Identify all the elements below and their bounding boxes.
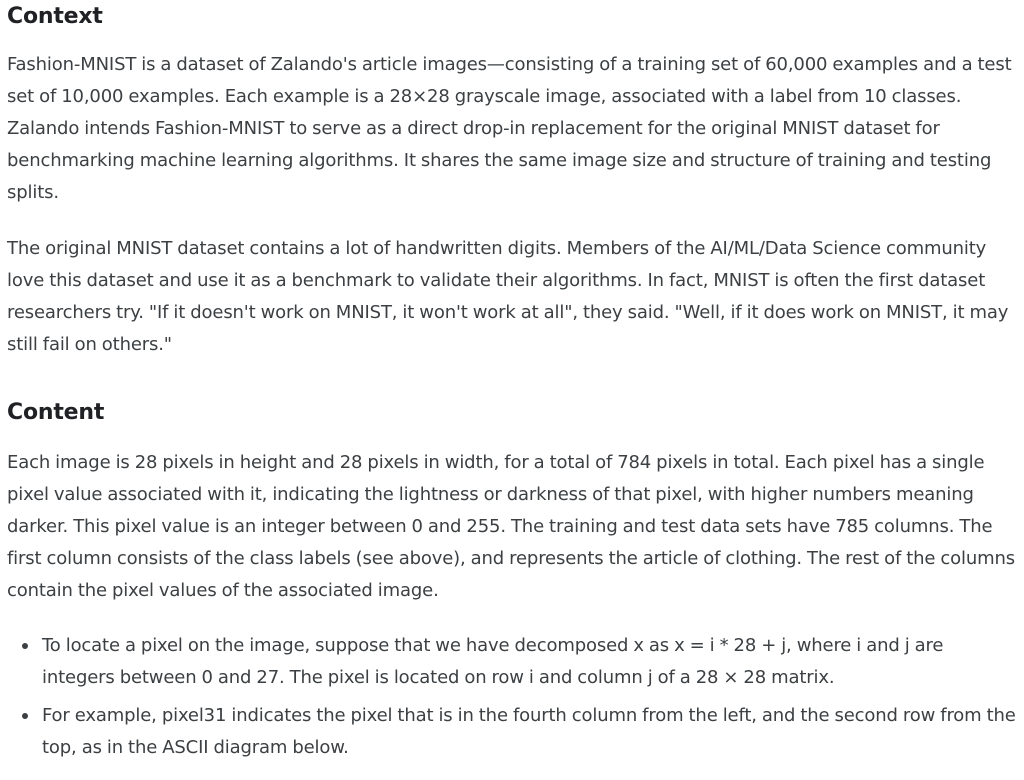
content-bullet-list [7, 630, 1019, 770]
context-heading: Context [7, 4, 103, 29]
list-item [7, 700, 1019, 764]
bullet-icon [22, 713, 28, 719]
bullet-icon [22, 643, 28, 649]
list-item-text: To locate a pixel on the image, suppose that we have decomposed x as x = i * 28 + j, where i and j are integers between 0 and 27. The pixel is located on row i and column j of a 28 × 28 matrix. [42, 635, 944, 688]
content-paragraph-pixels: Each image is 28 pixels in height and 28 pixels in width, for a total of 784 pixels in total. Each pixel has a single pixel value associated with it, indicating the lightness or darkness of that pixel, with higher numbers meaning darker. This pixel value is an integer between 0 and 255. The training and test data sets have 785 columns. The first column consists of the class labels (see above), and represents the article of clothing. The rest of the columns contain the pixel values of the associated image. [7, 452, 1015, 601]
context-paragraph-fashion-mnist: Fashion-MNIST is a dataset of Zalando's article images—consisting of a training set of 60,000 examples and a test set of 10,000 examples. Each example is a 28×28 grayscale image, associated with a label from 10 classes. Zalando intends Fashion-MNIST to serve as a direct drop-in replacement for the original MNIST dataset for benchmarking machine learning algorithms. It shares the same image size and structure of training and testing splits. [7, 54, 1012, 203]
list-item [7, 630, 1019, 694]
content-heading: Content [7, 400, 105, 425]
context-paragraph-original-mnist: The original MNIST dataset contains a lot of handwritten digits. Members of the AI/ML/Data Science community love this dataset and use it as a benchmark to validate their algorithms. In fact, MNIST is often the first dataset researchers try. "If it doesn't work on MNIST, it won't work at all", they said. "Well, if it does work on MNIST, it may still fail on others." [7, 238, 1009, 355]
list-item-text: For example, pixel31 indicates the pixel that is in the fourth column from the left, and the second row from the top, as in the ASCII diagram below. [42, 705, 1016, 758]
